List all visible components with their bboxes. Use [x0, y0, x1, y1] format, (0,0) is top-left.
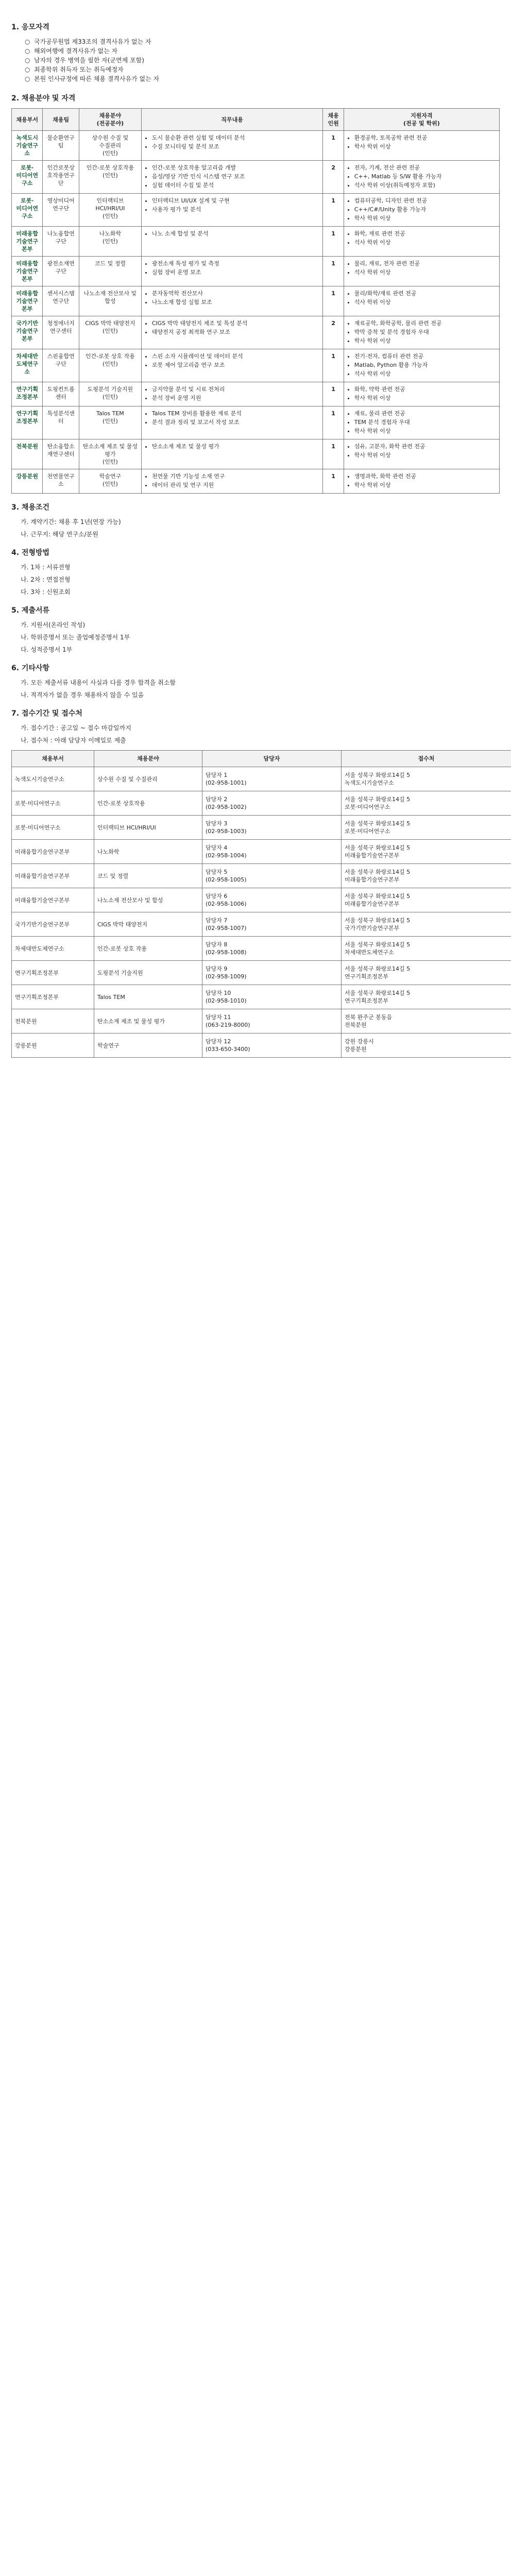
qualification-item: • C++/C#/Unity 활용 가능자	[354, 206, 496, 213]
section-2-title: 2. 채용분야 및 자격	[11, 94, 76, 103]
duty-item: • 인간-로봇 상호작용 알고리즘 개발	[152, 164, 320, 172]
recruitment-team: 인간로봇상호작용연구단	[43, 161, 79, 194]
qualification-item: • 학사 학위 이상	[354, 143, 496, 150]
contact-office: 서울 성북구 화랑로14길 5 미래융합기술연구본부	[342, 888, 511, 912]
duty-item: • 인터랙티브 UI/UX 설계 및 구현	[152, 197, 320, 205]
contact-person: 담당자 1 (02-958-1001)	[202, 767, 342, 791]
qualification-item: • 석사 학위 이상(취득예정자 포함)	[354, 181, 496, 189]
qualification-item: • 학사 학위 이상	[354, 427, 496, 435]
contact-unit: 녹색도시기술연구소	[12, 767, 94, 791]
contact-field: 나노화학	[94, 840, 202, 864]
recruitment-header-field: 채용분야 (전공분야)	[79, 109, 141, 131]
recruitment-team: 천연물연구소	[43, 469, 79, 494]
contact-row	[12, 937, 511, 961]
contact-unit: 미래융합기술연구본부	[12, 888, 94, 912]
recruitment-team: 도핑컨트롤센터	[43, 382, 79, 406]
duty-item: • 데이터 관리 및 연구 지원	[152, 481, 320, 489]
duty-item: • 실험 장비 운영 보조	[152, 268, 320, 276]
recruitment-team: 광전소재연구단	[43, 257, 79, 286]
contact-person: 담당자 3 (02-958-1003)	[202, 816, 342, 840]
contact-person: 담당자 4 (02-958-1004)	[202, 840, 342, 864]
contact-field: 인간-로봇 상호작용	[94, 791, 202, 816]
contact-office: 강원 강릉시 강릉분원	[342, 1033, 511, 1058]
recruitment-table-header-row	[12, 109, 500, 131]
contact-unit: 미래융합기술연구본부	[12, 864, 94, 888]
duty-item: • 사용자 평가 및 분석	[152, 206, 320, 213]
contact-office: 서울 성북구 화랑로14길 5 미래융합기술연구본부	[342, 840, 511, 864]
section-1-title: 1. 응모자격	[11, 23, 50, 31]
contact-person: 담당자 10 (02-958-1010)	[202, 985, 342, 1009]
duty-item: • 음성/영상 기반 인식 시스템 연구 보조	[152, 173, 320, 180]
section-7-title: 7. 접수기간 및 접수처	[11, 709, 82, 718]
recruitment-count: 1	[323, 227, 344, 257]
recruitment-count: 1	[323, 131, 344, 161]
contact-unit: 강릉분원	[12, 1033, 94, 1058]
recruitment-field: 나노화학 (인턴)	[79, 227, 141, 257]
recruitment-count: 2	[323, 161, 344, 194]
recruitment-row	[12, 349, 500, 382]
contact-row	[12, 1009, 511, 1033]
recruitment-count: 2	[323, 316, 344, 349]
recruitment-team: 센서시스템연구단	[43, 286, 79, 316]
contact-field: 도핑분석 기술지원	[94, 961, 202, 985]
recruitment-field: 상수원 수질 및 수질관리 (인턴)	[79, 131, 141, 161]
qualification-item: • 화학, 약학 관련 전공	[354, 385, 496, 393]
qualification-item: • 재료, 물리 관련 전공	[354, 410, 496, 417]
duty-item: • 태양전지 공정 최적화 연구 보조	[152, 328, 320, 336]
contact-unit: 미래융합기술연구본부	[12, 840, 94, 864]
qualification-item: • 전기·전자, 컴퓨터 관련 전공	[354, 352, 496, 360]
section-1-item: ○ 국가공무원법 제33조의 결격사유가 없는 자	[25, 37, 500, 46]
contact-unit: 전북분원	[12, 1009, 94, 1033]
recruitment-qualifications	[344, 439, 499, 469]
contact-person: 담당자 9 (02-958-1009)	[202, 961, 342, 985]
sec3-item: 가. 계약기간: 채용 후 1년(연장 가능)	[21, 518, 121, 526]
contact-row	[12, 888, 511, 912]
qualification-item: • 물리, 재료, 전자 관련 전공	[354, 260, 496, 267]
recruitment-duties	[141, 316, 323, 349]
contact-office: 서울 성북구 화랑로14길 5 로봇·미디어연구소	[342, 791, 511, 816]
lower-sections	[11, 503, 500, 745]
qualification-item: • 석사 학위 이상	[354, 298, 496, 306]
section-5-items	[11, 620, 500, 654]
section-5-title: 5. 제출서류	[11, 606, 50, 615]
contact-row	[12, 912, 511, 937]
contact-person: 담당자 12 (033-650-3400)	[202, 1033, 342, 1058]
recruitment-qualifications	[344, 131, 499, 161]
duty-item: • 분석 결과 정리 및 보고서 작성 보조	[152, 418, 320, 426]
recruitment-qualifications	[344, 161, 499, 194]
recruitment-unit: 로봇·미디어연구소	[12, 161, 43, 194]
qualification-item: • 학사 학위 이상	[354, 214, 496, 222]
recruitment-duties	[141, 286, 323, 316]
sec4-item: 다. 3차 : 신원조회	[21, 588, 71, 596]
recruitment-row	[12, 131, 500, 161]
duty-item: • 탄소소재 제조 및 물성 평가	[152, 443, 320, 450]
recruitment-count: 1	[323, 257, 344, 286]
qualification-item: • 학사 학위 이상	[354, 394, 496, 402]
recruitment-header-duty: 직무내용	[141, 109, 323, 131]
contact-unit: 국가기반기술연구본부	[12, 912, 94, 937]
recruitment-table-body	[12, 131, 500, 494]
recruitment-qualifications	[344, 286, 499, 316]
contact-row	[12, 1033, 511, 1058]
contact-person: 담당자 11 (063-219-8000)	[202, 1009, 342, 1033]
recruitment-count: 1	[323, 469, 344, 494]
recruitment-duties	[141, 439, 323, 469]
duty-item: • 나노소재 합성 실험 보조	[152, 298, 320, 306]
recruitment-duties	[141, 194, 323, 227]
recruitment-duties	[141, 227, 323, 257]
contact-table	[11, 750, 511, 1058]
contact-header-office: 접수처	[342, 751, 511, 767]
contact-office: 서울 성북구 화랑로14길 5 차세대반도체연구소	[342, 937, 511, 961]
recruitment-row	[12, 469, 500, 494]
recruitment-unit: 연구기획조정본부	[12, 406, 43, 439]
contact-person: 담당자 8 (02-958-1008)	[202, 937, 342, 961]
qualification-item: • 학사 학위 이상	[354, 451, 496, 459]
recruitment-unit: 미래융합기술연구본부	[12, 227, 43, 257]
recruitment-field: 인터랙티브 HCI/HRI/UI (인턴)	[79, 194, 141, 227]
recruitment-team: 특성분석센터	[43, 406, 79, 439]
contact-office: 서울 성북구 화랑로14길 5 녹색도시기술연구소	[342, 767, 511, 791]
recruitment-qualifications	[344, 227, 499, 257]
duty-item: • 분자동역학 전산모사	[152, 290, 320, 297]
recruitment-qualifications	[344, 469, 499, 494]
recruitment-team: 나노융합연구단	[43, 227, 79, 257]
recruitment-field: 인간-로봇 상호 작용 (인턴)	[79, 349, 141, 382]
recruitment-qualifications	[344, 194, 499, 227]
recruitment-table	[11, 108, 500, 494]
recruitment-duties	[141, 161, 323, 194]
contact-office: 서울 성북구 화랑로14길 5 연구기획조정본부	[342, 961, 511, 985]
contact-office: 서울 성북구 화랑로14길 5 로봇·미디어연구소	[342, 816, 511, 840]
duty-item: • 천연물 기반 기능성 소재 연구	[152, 472, 320, 480]
qualification-item: • 석사 학위 이상	[354, 268, 496, 276]
recruitment-header-qualification: 지원자격 (전공 및 학위)	[344, 109, 499, 131]
contact-row	[12, 864, 511, 888]
recruitment-row	[12, 227, 500, 257]
duty-item: • 분석 장비 운영 지원	[152, 394, 320, 402]
recruitment-unit: 강릉분원	[12, 469, 43, 494]
recruitment-duties	[141, 469, 323, 494]
qualification-item: • 물리/화학/재료 관련 전공	[354, 290, 496, 297]
sec5-item: 가. 지원서(온라인 작성)	[21, 621, 86, 629]
recruitment-row	[12, 439, 500, 469]
duty-item: • 금지약물 분석 및 시료 전처리	[152, 385, 320, 393]
section-3-items	[11, 517, 500, 539]
sec5-item: 다. 성적증명서 1부	[21, 646, 73, 653]
recruitment-unit: 녹색도시기술연구소	[12, 131, 43, 161]
contact-office: 서울 성북구 화랑로14길 5 국가기반기술연구본부	[342, 912, 511, 937]
sec4-item: 나. 2차 : 면접전형	[21, 576, 71, 583]
section-6-items	[11, 678, 500, 700]
qualification-item: • 환경공학, 토목공학 관련 전공	[354, 134, 496, 142]
recruitment-row	[12, 257, 500, 286]
recruitment-field: 도핑분석 기술지원 (인턴)	[79, 382, 141, 406]
recruitment-row	[12, 194, 500, 227]
recruitment-unit: 전북분원	[12, 439, 43, 469]
duty-item: • 광전소재 특성 평가 및 측정	[152, 260, 320, 267]
contact-person: 담당자 7 (02-958-1007)	[202, 912, 342, 937]
qualification-item: • 컴퓨터공학, 디자인 관련 전공	[354, 197, 496, 205]
section-4-items	[11, 563, 500, 597]
recruitment-row	[12, 161, 500, 194]
recruitment-count: 1	[323, 349, 344, 382]
contact-table-header-row	[12, 751, 511, 767]
contact-field: 인간-로봇 상호 작용	[94, 937, 202, 961]
recruitment-duties	[141, 382, 323, 406]
sec7-item: 나. 접수처 : 아래 담당자 이메일로 제출	[21, 737, 126, 744]
recruitment-count: 1	[323, 439, 344, 469]
recruitment-qualifications	[344, 382, 499, 406]
duty-item: • CIGS 박막 태양전지 제조 및 특성 분석	[152, 319, 320, 327]
contact-field: 상수원 수질 및 수질관리	[94, 767, 202, 791]
contact-person: 담당자 6 (02-958-1006)	[202, 888, 342, 912]
recruitment-unit: 연구기획조정본부	[12, 382, 43, 406]
recruitment-team: 청정에너지연구센터	[43, 316, 79, 349]
qualification-item: • 석사 학위 이상	[354, 239, 496, 246]
contact-office: 서울 성북구 화랑로14길 5 미래융합기술연구본부	[342, 864, 511, 888]
recruitment-team: 영상미디어연구단	[43, 194, 79, 227]
section-4-title: 4. 전형방법	[11, 549, 50, 557]
recruitment-header-count: 채용인원	[323, 109, 344, 131]
recruitment-qualifications	[344, 406, 499, 439]
contact-header-person: 담당자	[202, 751, 342, 767]
section-1-item: ○ 남자의 경우 병역을 필한 자(군면제 포함)	[25, 56, 500, 65]
contact-field: CIGS 박막 태양전지	[94, 912, 202, 937]
section-1-list	[25, 37, 500, 83]
recruitment-field: CIGS 박막 태양전지 (인턴)	[79, 316, 141, 349]
qualification-item: • TEM 분석 경험자 우대	[354, 418, 496, 426]
recruitment-duties	[141, 131, 323, 161]
section-7-items	[11, 723, 500, 745]
recruitment-field: 나노소재 전산모사 및 합성	[79, 286, 141, 316]
contact-row	[12, 985, 511, 1009]
contact-person: 담당자 2 (02-958-1002)	[202, 791, 342, 816]
recruitment-row	[12, 316, 500, 349]
recruitment-duties	[141, 257, 323, 286]
recruitment-row	[12, 382, 500, 406]
contact-unit: 차세대반도체연구소	[12, 937, 94, 961]
duty-item: • 수질 모니터링 및 분석 보조	[152, 143, 320, 150]
contact-field: 학술연구	[94, 1033, 202, 1058]
qualification-item: • 재료공학, 화학공학, 물리 관련 전공	[354, 319, 496, 327]
contact-header-unit: 채용부서	[12, 751, 94, 767]
contact-unit: 로봇·미디어연구소	[12, 791, 94, 816]
sec6-item: 나. 적격자가 없을 경우 채용하지 않을 수 있음	[21, 691, 144, 699]
recruitment-team: 탄소융합소재연구센터	[43, 439, 79, 469]
contact-table-body	[12, 767, 511, 1058]
qualification-item: • 박막 증착 및 분석 경험자 우대	[354, 328, 496, 336]
qualification-item: • Matlab, Python 활용 가능자	[354, 361, 496, 369]
recruitment-qualifications	[344, 316, 499, 349]
section-1-item: ○ 최종학위 취득자 또는 취득예정자	[25, 65, 500, 74]
contact-unit: 연구기획조정본부	[12, 985, 94, 1009]
qualification-item: • 학사 학위 이상	[354, 481, 496, 489]
section-1-item: ○ 본원 인사규정에 따른 채용 결격사유가 없는 자	[25, 74, 500, 83]
sec7-item: 가. 접수기간 : 공고일 ~ 접수 마감일까지	[21, 724, 131, 732]
recruitment-qualifications	[344, 349, 499, 382]
qualification-item: • 전자, 기계, 전산 관련 전공	[354, 164, 496, 172]
recruitment-header-unit: 채용부서	[12, 109, 43, 131]
recruitment-row	[12, 406, 500, 439]
recruitment-duties	[141, 349, 323, 382]
qualification-item: • 석사 학위 이상	[354, 370, 496, 378]
recruitment-field: 코드 및 정렬	[79, 257, 141, 286]
qualification-item: • 섬유, 고분자, 화학 관련 전공	[354, 443, 496, 450]
contact-field: Talos TEM	[94, 985, 202, 1009]
recruitment-team: 물순환연구팀	[43, 131, 79, 161]
contact-row	[12, 767, 511, 791]
section-3-title: 3. 채용조건	[11, 503, 50, 512]
recruitment-unit: 차세대반도체연구소	[12, 349, 43, 382]
recruitment-field: 인간-로봇 상호작용 (인턴)	[79, 161, 141, 194]
recruitment-qualifications	[344, 257, 499, 286]
qualification-item: • C++, Matlab 등 S/W 활용 가능자	[354, 173, 496, 180]
contact-office: 서울 성북구 화랑로14길 5 연구기획조정본부	[342, 985, 511, 1009]
duty-item: • 나노 소재 합성 및 분석	[152, 230, 320, 238]
section-1-item: ○ 해외여행에 결격사유가 없는 자	[25, 46, 500, 56]
duty-item: • 도시 물순환 관련 실험 및 데이터 분석	[152, 134, 320, 142]
recruitment-field: Talos TEM (인턴)	[79, 406, 141, 439]
contact-header-field: 채용분야	[94, 751, 202, 767]
contact-unit: 연구기획조정본부	[12, 961, 94, 985]
section-6-title: 6. 기타사항	[11, 664, 50, 672]
recruitment-count: 1	[323, 406, 344, 439]
recruitment-unit: 로봇·미디어연구소	[12, 194, 43, 227]
contact-row	[12, 816, 511, 840]
sec4-item: 가. 1차 : 서류전형	[21, 564, 71, 571]
recruitment-header-team: 채용팀	[43, 109, 79, 131]
recruitment-unit: 미래융합기술연구본부	[12, 286, 43, 316]
sec3-item: 나. 근무지: 해당 연구소/분원	[21, 531, 98, 538]
recruitment-unit: 국가기반기술연구본부	[12, 316, 43, 349]
contact-field: 인터랙티브 HCI/HRI/UI	[94, 816, 202, 840]
contact-row	[12, 961, 511, 985]
duty-item: • 실험 데이터 수집 및 분석	[152, 181, 320, 189]
recruitment-count: 1	[323, 382, 344, 406]
recruitment-row	[12, 286, 500, 316]
contact-row	[12, 840, 511, 864]
contact-field: 탄소소재 제조 및 물성 평가	[94, 1009, 202, 1033]
sec6-item: 가. 모든 제출서류 내용이 사실과 다를 경우 합격을 취소함	[21, 679, 176, 686]
recruitment-team: 스핀융합연구단	[43, 349, 79, 382]
recruitment-field: 학술연구 (인턴)	[79, 469, 141, 494]
contact-field: 코드 및 정렬	[94, 864, 202, 888]
qualification-item: • 학사 학위 이상	[354, 337, 496, 345]
recruitment-unit: 미래융합기술연구본부	[12, 257, 43, 286]
contact-unit: 로봇·미디어연구소	[12, 816, 94, 840]
recruitment-count: 1	[323, 286, 344, 316]
recruitment-duties	[141, 406, 323, 439]
duty-item: • Talos TEM 장비를 활용한 재료 분석	[152, 410, 320, 417]
contact-field: 나노소재 전산모사 및 합성	[94, 888, 202, 912]
contact-office: 전북 완주군 봉동읍 전북분원	[342, 1009, 511, 1033]
contact-row	[12, 791, 511, 816]
sec5-item: 나. 학위증명서 또는 졸업예정증명서 1부	[21, 634, 130, 641]
recruitment-count: 1	[323, 194, 344, 227]
recruitment-field: 탄소소재 제조 및 물성 평가 (인턴)	[79, 439, 141, 469]
duty-item: • 스핀 소자 시뮬레이션 및 데이터 분석	[152, 352, 320, 360]
contact-person: 담당자 5 (02-958-1005)	[202, 864, 342, 888]
qualification-item: • 생명과학, 화학 관련 전공	[354, 472, 496, 480]
duty-item: • 로봇 제어 알고리즘 연구 보조	[152, 361, 320, 369]
qualification-item: • 화학, 재료 관련 전공	[354, 230, 496, 238]
